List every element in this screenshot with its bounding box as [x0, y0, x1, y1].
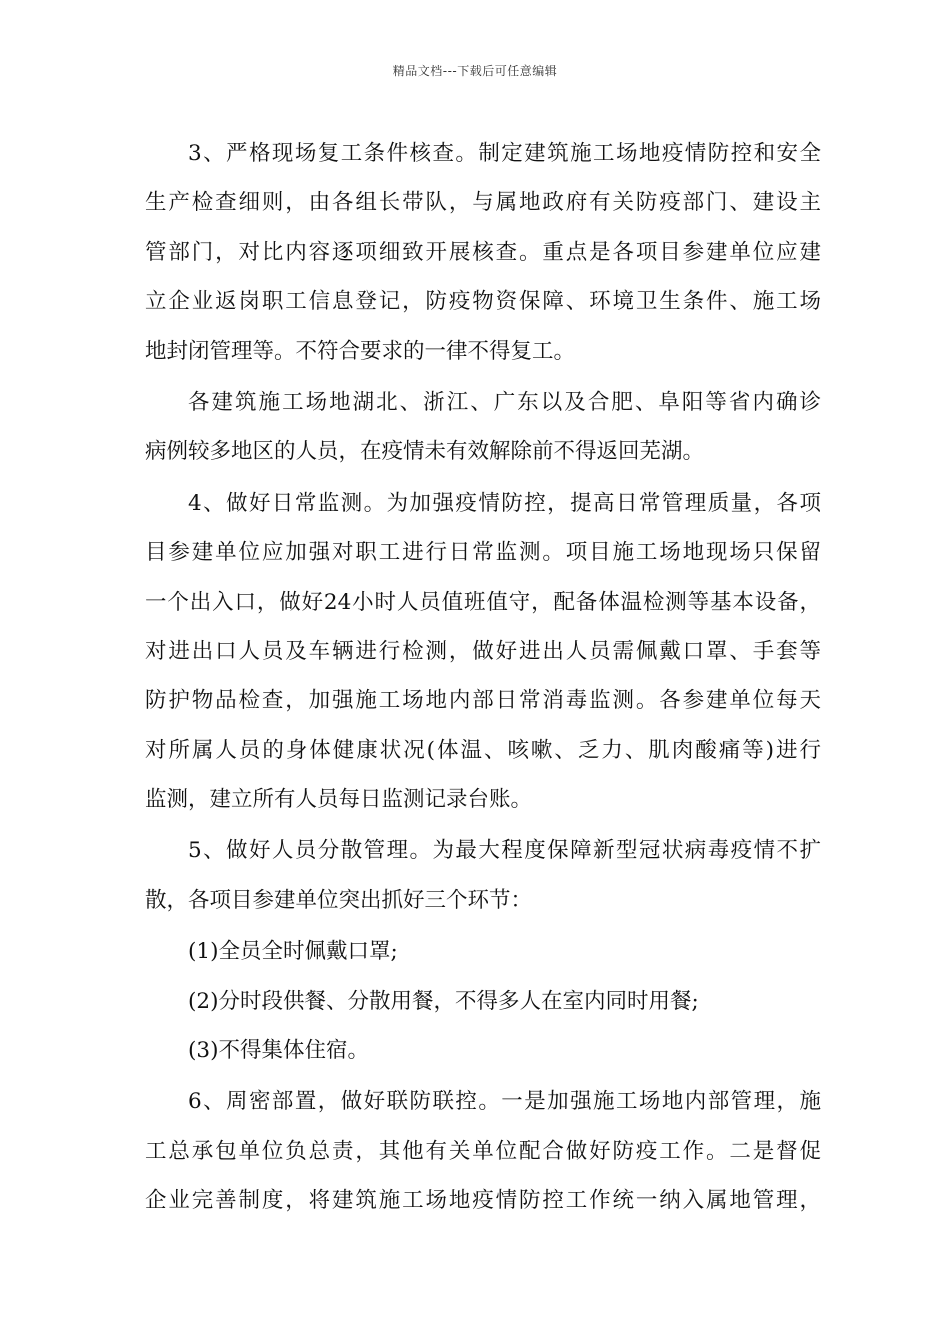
paragraph-line: 企业完善制度，将建筑施工场地疫情防控工作统一纳入属地管理， [145, 1188, 821, 1214]
paragraph-line: 一个出入口，做好24小时人员值班值守，配备体温检测等基本设备， [145, 589, 821, 615]
list-item: (2)分时段供餐、分散用餐，不得多人在室内同时用餐; [188, 988, 699, 1014]
paragraph-line: 工总承包单位负总责，其他有关单位配合做好防疫工作。二是督促 [145, 1138, 821, 1164]
paragraph-line: 对进出口人员及车辆进行检测，做好进出人员需佩戴口罩、手套等 [145, 638, 821, 664]
paragraph-line: 4、做好日常监测。为加强疫情防控，提高日常管理质量，各项 [188, 490, 821, 516]
paragraph-line: 5、做好人员分散管理。为最大程度保障新型冠状病毒疫情不扩 [188, 838, 821, 864]
paragraph-line: 管部门，对比内容逐项细致开展核查。重点是各项目参建单位应建 [145, 239, 821, 265]
list-item: (3)不得集体住宿。 [188, 1038, 369, 1064]
list-item: (1)全员全时佩戴口罩; [188, 939, 398, 965]
paragraph-line: 生产检查细则，由各组长带队，与属地政府有关防疫部门、建设主 [145, 190, 821, 216]
paragraph-line: 立企业返岗职工信息登记，防疫物资保障、环境卫生条件、施工场 [145, 289, 821, 315]
page-header: 精品文档---下载后可任意编辑 [392, 64, 558, 78]
paragraph-line: 监测，建立所有人员每日监测记录台账。 [145, 787, 533, 813]
paragraph-line: 地封闭管理等。不符合要求的一律不得复工。 [145, 338, 576, 364]
document-body [145, 132, 821, 1229]
paragraph-line: 各建筑施工场地湖北、浙江、广东以及合肥、阜阳等省内确诊 [188, 389, 821, 415]
paragraph-line: 目参建单位应加强对职工进行日常监测。项目施工场地现场只保留 [145, 540, 821, 566]
paragraph-line: 散，各项目参建单位突出抓好三个环节： [145, 887, 533, 913]
paragraph-line: 3、严格现场复工条件核查。制定建筑施工场地疫情防控和安全 [188, 141, 821, 166]
paragraph-line: 6、周密部置，做好联防联控。一是加强施工场地内部管理，施 [188, 1089, 821, 1115]
paragraph-line: 对所属人员的身体健康状况(体温、咳嗽、乏力、肌肉酸痛等)进行 [145, 737, 821, 763]
paragraph-line: 防护物品检查，加强施工场地内部日常消毒监测。各参建单位每天 [145, 688, 821, 714]
paragraph-line: 病例较多地区的人员，在疫情未有效解除前不得返回芜湖。 [145, 439, 705, 465]
